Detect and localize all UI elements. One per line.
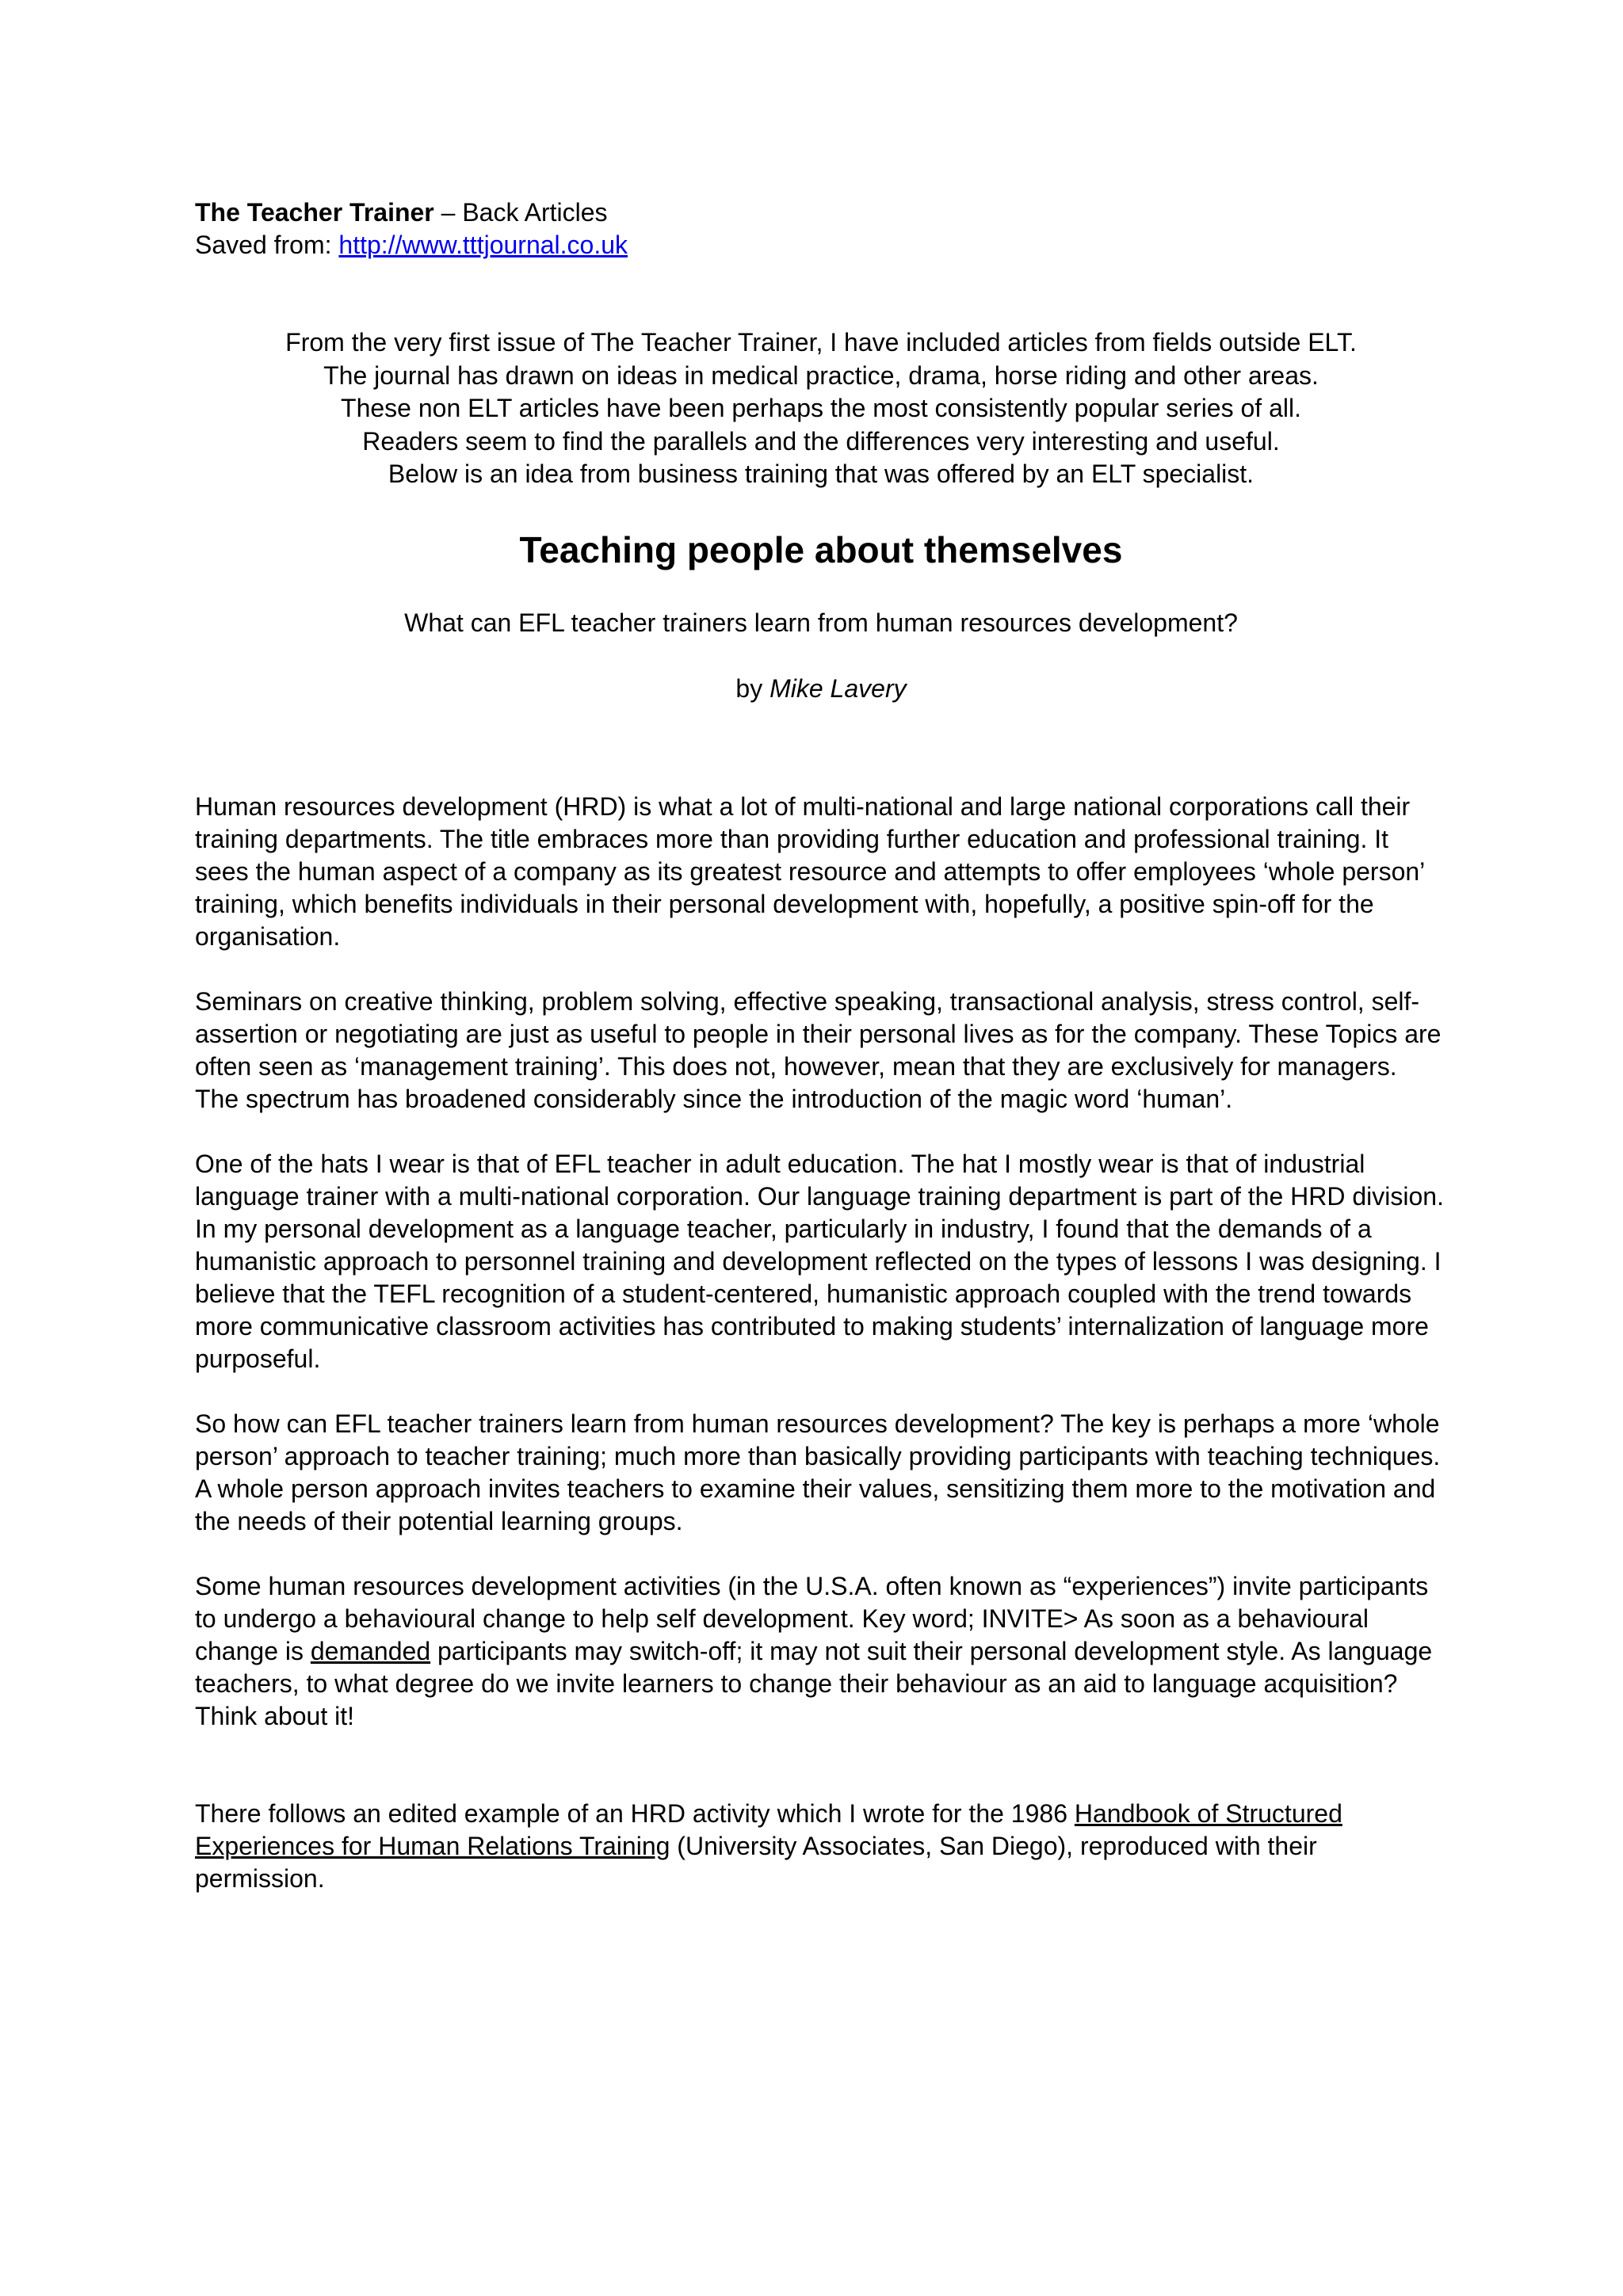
paragraph-6: [195, 1798, 1447, 1895]
paragraph-5-underlined: demanded: [310, 1636, 431, 1665]
handbook-title: Handbook of Structured Experiences for Human Relations Training: [195, 1798, 1342, 1860]
paragraph-5-text-a: Some human resources development activities (in the U.S.A. often known as “experiences”) invite participants to undergo a behavioural change to help self development. Key word; INVITE> As soon as a behavioural change is: [195, 1571, 1429, 1665]
intro-line: Below is an idea from business training that was offered by an ELT specialist.: [388, 460, 1254, 488]
saved-from-label: Saved from:: [195, 231, 339, 259]
journal-suffix: – Back Articles: [433, 198, 608, 227]
intro-line: Readers seem to find the parallels and the differences very interesting and useful.: [362, 426, 1280, 456]
paragraph-2: Seminars on creative thinking, problem solving, effective speaking, transactional analysis, stress control, self-assertion or negotiating are just as useful to people in their personal lives as for the company. These Topics are often seen as ‘management training’. This does not, however, mean that they are exclusively for managers. The spectrum has broadened considerably since the introduction of the magic word ‘human’.: [195, 986, 1442, 1113]
intro-line: From the very first issue of The Teacher Trainer, I have included articles from fields outside ELT.: [285, 328, 1357, 357]
paragraph-6-text-b: (University Associates, San Diego), reproduced with their permission.: [195, 1831, 1317, 1893]
paragraph-1: Human resources development (HRD) is what a lot of multi-national and large national corporations call their training departments. The title embraces more than providing further education and professional training. It sees the human aspect of a company as its greatest resource and attempts to offer employees ‘whole person’ training, which benefits individuals in their personal development with, hopefully, a positive spin-off for the organisation.: [195, 791, 1425, 951]
paragraph-5: [195, 1570, 1447, 1733]
article-body: [195, 791, 1447, 1895]
article-title: Teaching people about themselves: [519, 528, 1123, 570]
journal-name: The Teacher Trainer: [195, 198, 434, 227]
article-subtitle: What can EFL teacher trainers learn from human resources development?: [404, 608, 1238, 637]
by-label: by: [735, 673, 770, 703]
saved-from-link[interactable]: http://www.tttjournal.co.uk: [338, 231, 628, 259]
journal-header: [195, 196, 1447, 229]
author-name: Mike Lavery: [769, 673, 907, 703]
editor-intro: [195, 326, 1447, 491]
paragraph-6-text-a: There follows an edited example of an HRD activity which I wrote for the 1986: [195, 1798, 1075, 1828]
article-byline: [195, 673, 1447, 705]
paragraph-5-text-b: participants may switch-off; it may not suit their personal development style. As language teachers, to what degree do we invite learners to change their behaviour as an aid to language acquisition? Think about it!: [195, 1636, 1433, 1730]
paragraph-3: One of the hats I wear is that of EFL teacher in adult education. The hat I mostly wear is that of industrial language trainer with a multi-national corporation. Our language training department is part of the HRD division. In my personal development as a language teacher, particularly in industry, I found that the demands of a humanistic approach to personnel training and development reflected on the types of lessons I was designing. I believe that the TEFL recognition of a student-centered, humanistic approach coupled with the trend towards more communicative classroom activities has contributed to making students’ internalization of language more purposeful.: [195, 1149, 1444, 1373]
intro-line: These non ELT articles have been perhaps the most consistently popular series of all.: [341, 394, 1301, 422]
paragraph-4: So how can EFL teacher trainers learn from human resources development? The key is perhaps a more ‘whole person’ approach to teacher training; much more than basically providing participants with teaching techniques. A whole person approach invites teachers to examine their values, sensitizing them more to the motivation and the needs of their potential learning groups.: [195, 1409, 1441, 1535]
document-page: [195, 196, 1447, 1928]
intro-line: The journal has drawn on ideas in medical practice, drama, horse riding and other areas.: [323, 360, 1319, 390]
saved-from-line: [195, 229, 1447, 261]
